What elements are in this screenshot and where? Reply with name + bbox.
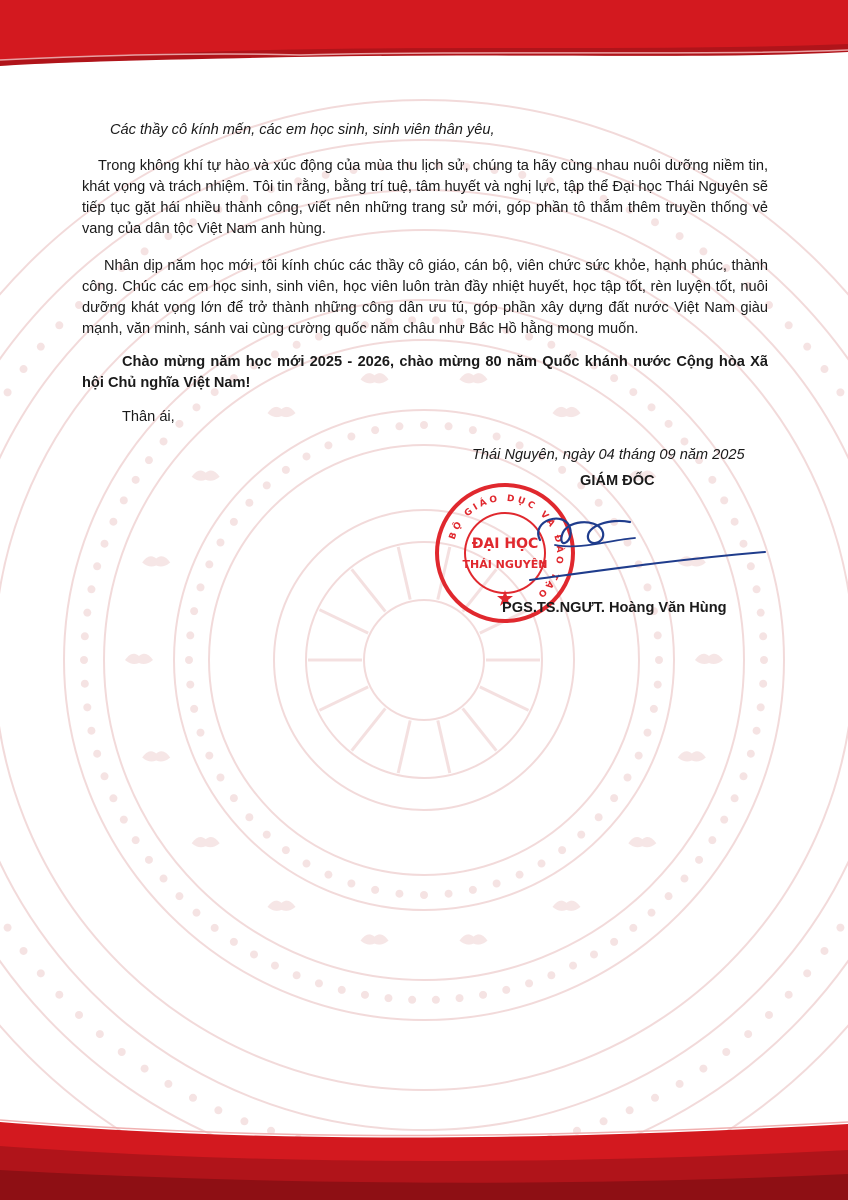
drum-dot [324, 441, 332, 449]
drum-dot [469, 886, 477, 894]
drum-dot [445, 890, 453, 898]
seal-line-1: ĐẠI HỌC [471, 536, 539, 552]
drum-dot [785, 991, 793, 999]
drum-bird-motif [628, 837, 656, 847]
drum-dot [753, 727, 761, 735]
seal-ring-text: BỘ GIÁO DỤC VÀ ĐÀO TẠO [447, 493, 565, 601]
drum-dot [37, 343, 45, 351]
drum-dot [624, 774, 632, 782]
drum-bird-motif [142, 556, 170, 566]
drum-dot [650, 705, 658, 713]
drum-dot [4, 388, 12, 396]
drum-dot [190, 607, 198, 615]
drum-dot [629, 924, 637, 932]
drum-dot [197, 729, 205, 737]
drum-dot [93, 562, 101, 570]
drum-dot [20, 947, 28, 955]
drum-dot [456, 994, 464, 1002]
drum-dot [55, 991, 63, 999]
drum-dot [37, 969, 45, 977]
drum-dot [803, 969, 811, 977]
drum-dot [175, 892, 183, 900]
drum-dot [759, 680, 767, 688]
place-date: Thái Nguyên, ngày 04 tháng 09 năm 2025 [472, 447, 745, 463]
drum-dot [282, 466, 290, 474]
drum-dot [87, 727, 95, 735]
drum-dot [250, 950, 258, 958]
drum-dot [211, 924, 219, 932]
drum-dot [205, 752, 213, 760]
drum-dot [216, 539, 224, 547]
closing-wish: Chào mừng năm học mới 2025 - 2026, chào mừng 80 năm Quốc khánh nước Cộng hòa Xã hội Chủ nghĩa Việt Nam! [82, 354, 768, 391]
drum-dot [731, 794, 739, 802]
drum-dot [230, 518, 238, 526]
drum-dot [120, 496, 128, 504]
drum-bird-motif [553, 407, 581, 417]
drum-dot [293, 341, 301, 349]
drum-bird-motif [553, 901, 581, 911]
drum-dot [493, 433, 501, 441]
drum-bird-motif [142, 751, 170, 761]
drum-dot [648, 909, 656, 917]
drum-dot [547, 971, 555, 979]
drum-dot [230, 794, 238, 802]
drum-dot [836, 924, 844, 932]
drum-dot [160, 875, 168, 883]
greeting: Các thầy cô kính mến, các em học sinh, sinh viên thân yêu, [110, 122, 495, 138]
drum-dot [141, 247, 149, 255]
drum-dot [83, 609, 91, 617]
drum-dot [765, 1011, 773, 1019]
drum-dot [420, 421, 428, 429]
drum-dot [493, 879, 501, 887]
drum-dot [654, 631, 662, 639]
drum-dot [547, 341, 555, 349]
drum-dot [747, 750, 755, 758]
drum-dot [145, 856, 153, 864]
drum-dot [132, 836, 140, 844]
drum-ray [398, 720, 410, 773]
drum-dot [558, 846, 566, 854]
drum-dot [101, 540, 109, 548]
drum-dot [371, 886, 379, 894]
drum-dot [347, 879, 355, 887]
sign-off: Thân ái, [122, 409, 175, 425]
drum-dot [190, 705, 198, 713]
header-ribbon [0, 0, 848, 70]
drum-dot [610, 794, 618, 802]
drum-ray [438, 720, 450, 773]
drum-dot [145, 456, 153, 464]
drum-dot [695, 856, 703, 864]
drum-dot [175, 420, 183, 428]
drum-dot [75, 1011, 83, 1019]
drum-dot [361, 991, 369, 999]
drum-dot [96, 1030, 104, 1038]
drum-dot [263, 481, 271, 489]
drum-dot [395, 422, 403, 430]
paragraph-1: Trong không khí tự hào và xúc động của mùa thu lịch sử, chúng ta hãy cùng nhau nuôi dưỡng niềm tin, khát vọng và trách nhiệm. Tôi tin rằng, bằng trí tuệ, tâm huyết và nghị lực, tập thể Đại học Thái Nguyên sẽ tiếp tục gặt hái nhiều thành công, viết nên những trang sử mới, góp phần tô thắm thêm truyền thống vẻ vang của dân tộc Việt Nam anh hùng. [82, 158, 768, 237]
drum-bird-motif [192, 837, 220, 847]
drum-ray [352, 708, 386, 750]
drum-bird-motif [459, 934, 487, 944]
drum-ray [463, 708, 497, 750]
drum-dot [384, 994, 392, 1002]
drum-dot [303, 452, 311, 460]
drum-dot [80, 656, 88, 664]
drum-dot [820, 365, 828, 373]
drum-dot [324, 871, 332, 879]
drum-dot [81, 680, 89, 688]
drum-dot [722, 1048, 730, 1056]
drum-dot [445, 422, 453, 430]
drum-dot [185, 656, 193, 664]
drum-dot [197, 583, 205, 591]
drum-dot [699, 1065, 707, 1073]
drum-dot [432, 996, 440, 1004]
drum-dot [759, 632, 767, 640]
drum-dot [271, 962, 279, 970]
drum-dot [395, 890, 403, 898]
drum-dot [20, 365, 28, 373]
drum-dot [803, 343, 811, 351]
drum-dot [590, 950, 598, 958]
drum-dot [120, 816, 128, 824]
drum-dot [303, 860, 311, 868]
drum-dot [192, 909, 200, 917]
drum-dot [665, 420, 673, 428]
drum-dot [118, 1048, 126, 1056]
drum-dot [338, 986, 346, 994]
drum-ray [480, 687, 529, 710]
drum-ray [352, 569, 386, 611]
drum-dot [469, 426, 477, 434]
drum-ray [319, 687, 368, 710]
drum-dot [757, 609, 765, 617]
drum-dot [81, 632, 89, 640]
drum-dot [205, 560, 213, 568]
signer-name: PGS.TS.NGƯT. Hoàng Văn Hùng [502, 600, 727, 616]
drum-dot [315, 979, 323, 987]
drum-dot [680, 437, 688, 445]
drum-bird-motif [695, 654, 723, 664]
drum-bird-motif [678, 751, 706, 761]
drum-bird-motif [125, 654, 153, 664]
drum-dot [87, 585, 95, 593]
drum-dot [595, 813, 603, 821]
drum-dot [192, 403, 200, 411]
drum-bird-motif [361, 934, 389, 944]
drum-dot [109, 794, 117, 802]
drum-dot [479, 991, 487, 999]
drum-dot [760, 656, 768, 664]
drum-dot [558, 466, 566, 474]
drum-dot [676, 1080, 684, 1088]
drum-dot [132, 476, 140, 484]
seal-line-2: THÁI NGUYÊN [462, 558, 548, 571]
drum-dot [420, 891, 428, 899]
drum-dot [538, 860, 546, 868]
drum-dot [245, 813, 253, 821]
drum-dot [665, 892, 673, 900]
drum-dot [216, 774, 224, 782]
drum-ray [398, 547, 410, 600]
drum-bird-motif [192, 471, 220, 481]
drum-dot [282, 846, 290, 854]
drum-dot [836, 388, 844, 396]
drum-ray [319, 610, 368, 633]
drum-dot [699, 247, 707, 255]
drum-bird-motif [268, 407, 296, 417]
drum-dot [93, 750, 101, 758]
drum-dot [708, 476, 716, 484]
drum-dot [516, 871, 524, 879]
drum-dot [757, 703, 765, 711]
drum-dot [141, 1065, 149, 1073]
drum-dot [55, 321, 63, 329]
drum-dot [739, 772, 747, 780]
drum-dot [186, 631, 194, 639]
signer-title: GIÁM ĐỐC [580, 473, 655, 489]
handwritten-signature [470, 500, 770, 590]
drum-dot [371, 426, 379, 434]
footer-ribbon [0, 1100, 848, 1200]
drum-dot [186, 681, 194, 689]
drum-dot [160, 437, 168, 445]
drum-dot [654, 681, 662, 689]
drum-dot [610, 938, 618, 946]
drum-dot [648, 403, 656, 411]
drum-dot [245, 499, 253, 507]
drum-dot [643, 729, 651, 737]
drum-dot [680, 875, 688, 883]
drum-dot [744, 1030, 752, 1038]
drum-dot [230, 938, 238, 946]
drum-dot [785, 321, 793, 329]
drum-dot [655, 656, 663, 664]
drum-dot [293, 971, 301, 979]
drum-dot [569, 962, 577, 970]
drum-dot [577, 831, 585, 839]
drum-dot [525, 979, 533, 987]
drum-dot [263, 831, 271, 839]
drum-dot [720, 816, 728, 824]
drum-dot [502, 986, 510, 994]
drum-dot [83, 703, 91, 711]
drum-dot [635, 752, 643, 760]
drum-dot [820, 947, 828, 955]
drum-dot [164, 1080, 172, 1088]
drum-dot [4, 924, 12, 932]
drum-bird-motif [268, 901, 296, 911]
paragraph-2: Nhân dịp năm học mới, tôi kính chúc các thầy cô giáo, cán bộ, viên chức sức khỏe, hạnh phúc, thành công. Chúc các em học sinh, sinh viên, học viên luôn tràn đầy nhiệt huyết, học tập tốt, rèn luyện tốt, nuôi dưỡng khát vọng lớn để trở thành những công dân ưu tú, góp phần xây dựng đất nước Việt Nam giàu mạnh, văn minh, sánh vai cùng cường quốc năm châu như Bác Hồ hằng mong muốn. [82, 258, 768, 337]
drum-dot [101, 772, 109, 780]
drum-dot [347, 433, 355, 441]
drum-dot [408, 996, 416, 1004]
drum-dot [109, 518, 117, 526]
drum-dot [708, 836, 716, 844]
